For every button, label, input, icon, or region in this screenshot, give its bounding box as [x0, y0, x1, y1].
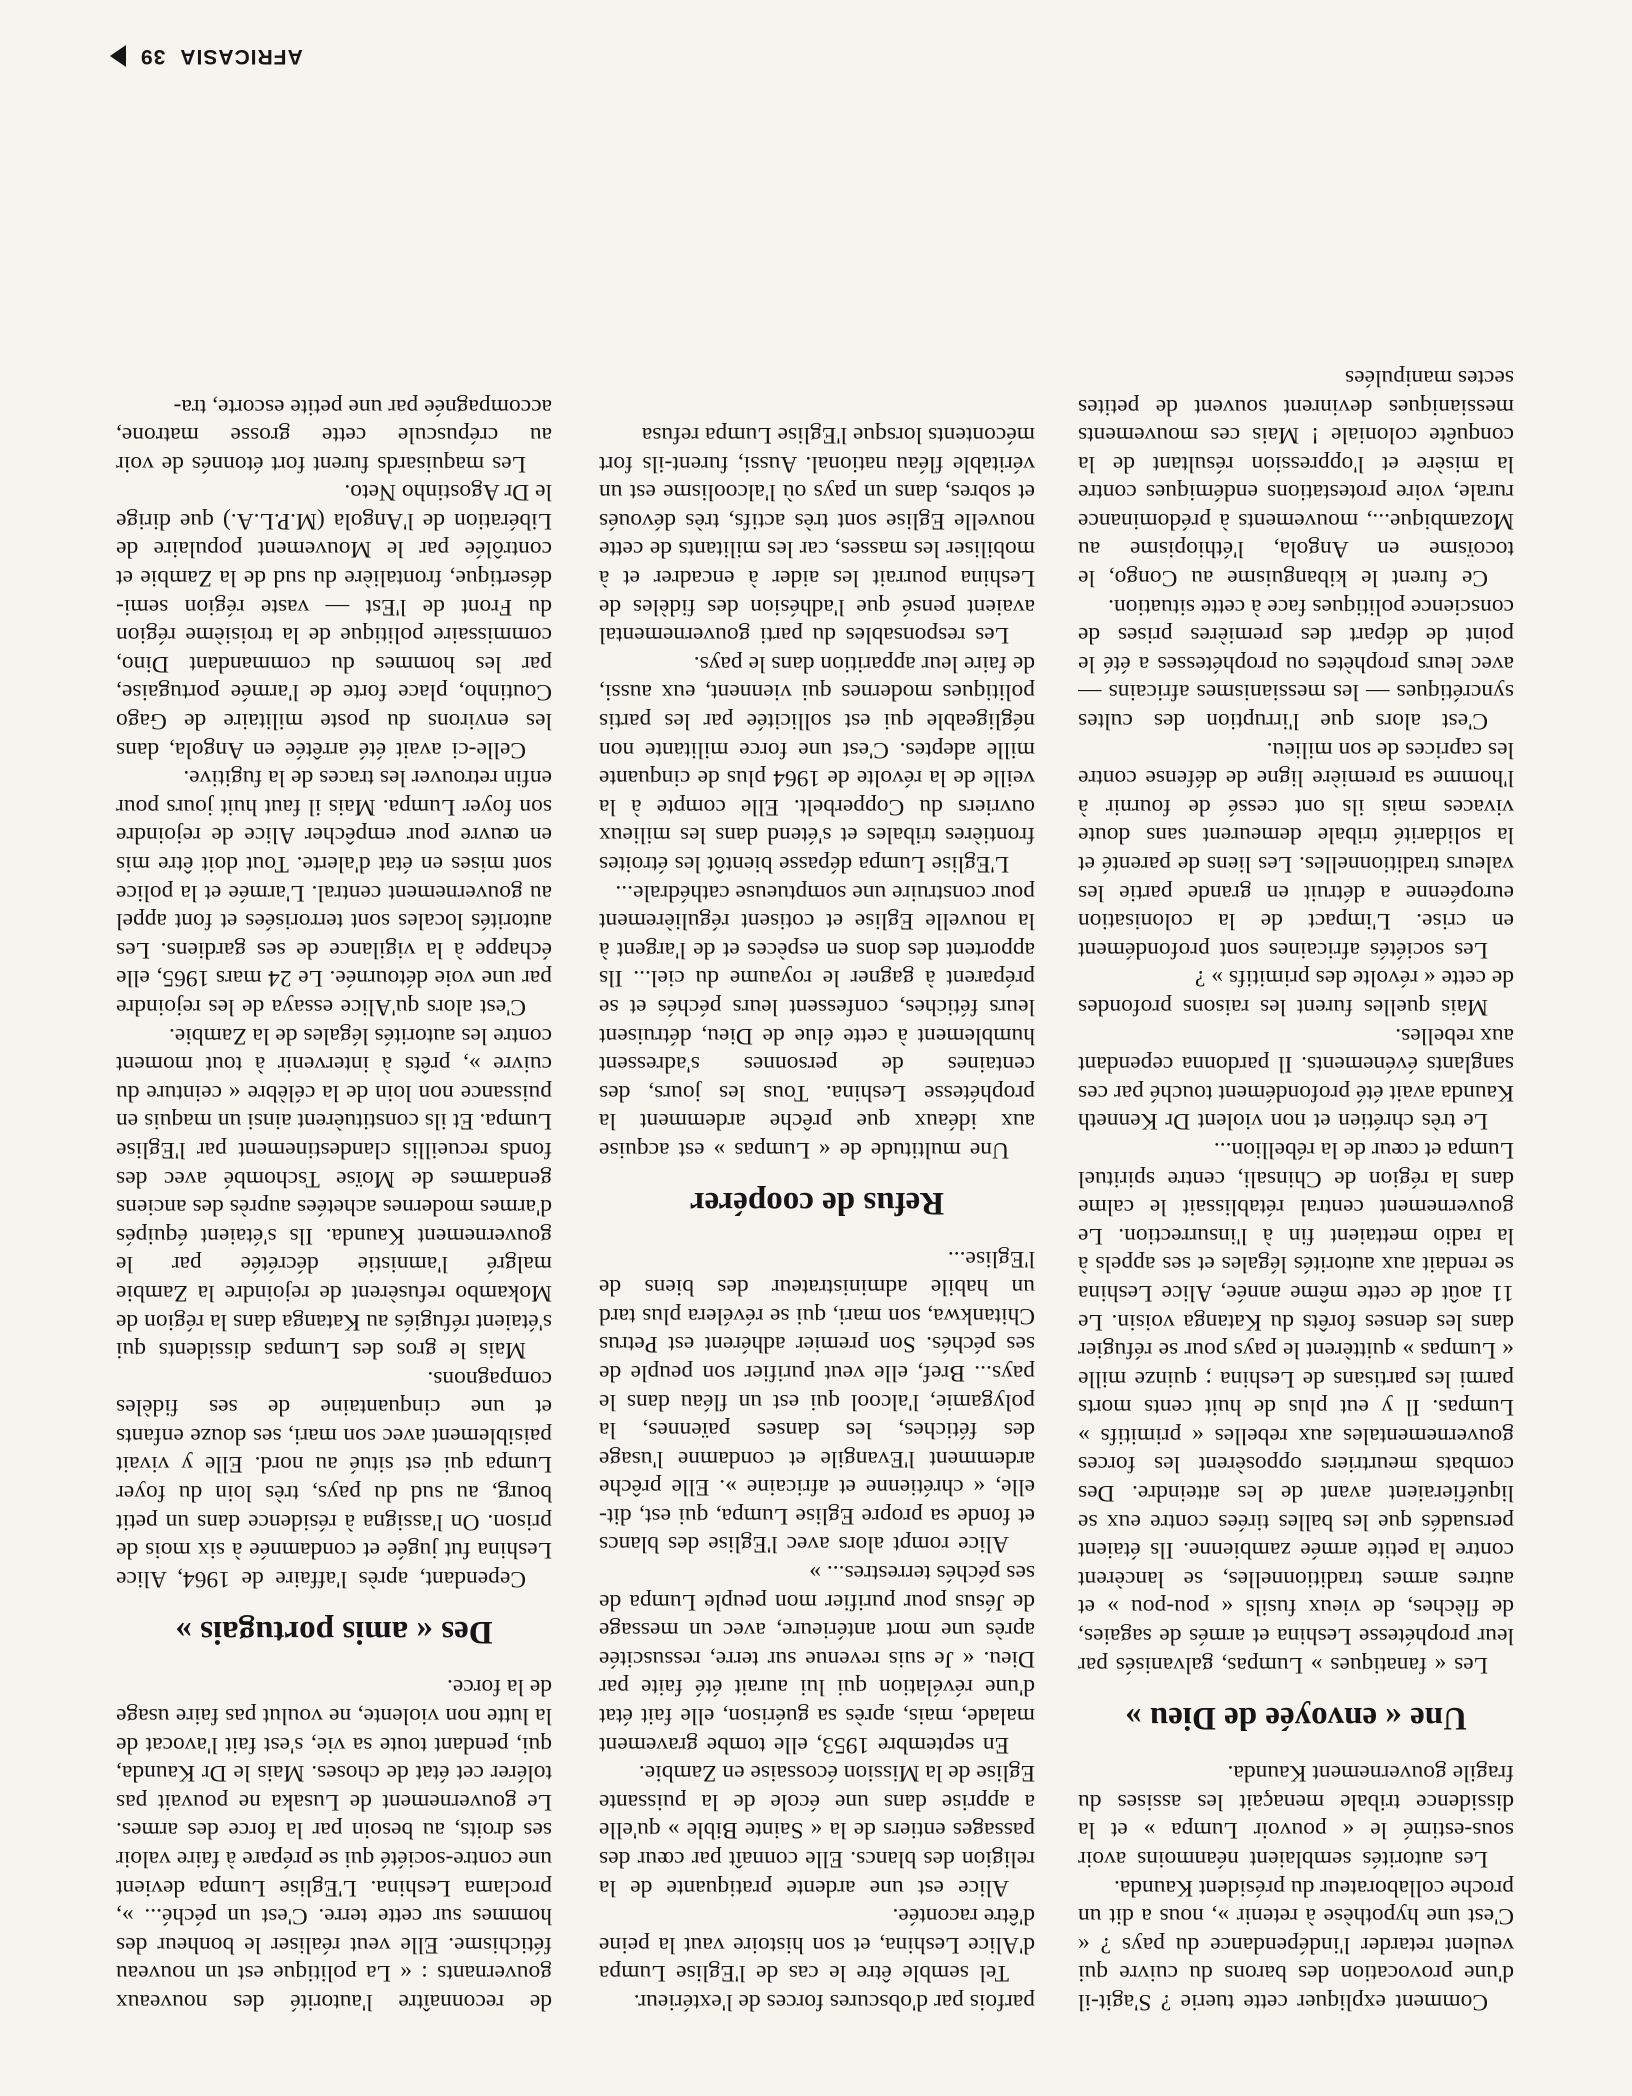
section-heading: Une « envoyée de Dieu » — [1125, 1699, 1467, 1736]
paragraph: Comment expliquer cette tuerie ? S'agit-il d'une provocation des barons du cuivre qui veulent retarder l'indépendance du pays ? « C'est une hypothèse à retenir », nous a dit un proche collaborateur du président Kaunda. — [1078, 1874, 1514, 2015]
paragraph: C'est alors que l'irruption des cultes syncrétiques — les messianismes africains — avec leurs prophètes ou prophétesses a été le point de départ des premières prises de conscience politiques face à cette situation. — [1078, 593, 1514, 735]
paragraph: Alice est une ardente pratiquante de la religion des blancs. Elle connaît par cœur des passages entiers de la « Sainte Bible » qu'elle a apprise dans une école de la puissante Eglise de la Mission écossaise en Zambie. — [599, 1760, 1035, 1901]
paragraph: En septembre 1953, elle tombe gravement malade, mais, après sa guérison, elle fait état d'une révélation qui lui aurait été faite par Dieu. « Je suis revenue sur terre, ressuscitée après une mort antérieure, avec un message de Jésus pour purifier mon peuple Lumpa de ses péchés terrestres... » — [599, 1560, 1035, 1758]
column-2 — [599, 96, 1035, 2016]
section-heading: Refus de coopérer — [689, 1184, 945, 1221]
paragraph: Mais quelles furent les raisons profondes de cette « révolte des primitifs » ? — [1078, 965, 1514, 1020]
paragraph: Les autorités semblaient néanmoins avoir sous-estimé le « pouvoir Lumpa » et la dissidence tribale menaçait les assises du fragile gouvernement Kaunda. — [1078, 1760, 1514, 1873]
paragraph: Cependant, après l'affaire de 1964, Alice Leshina fut jugée et condamnée à six mois de prison. On l'assigna à résidence dans un petit bourg, au sud du pays, très loin du foyer Lumpa qui est situé au nord. Elle y vivait paisiblement avec son mari, ses douze enfants et une cinquantaine de ses fidèles compagnons. — [116, 1365, 552, 1592]
paragraph: Les responsables du parti gouvernemental avaient pensé que l'adhésion des fidèles de Leshina pourrait les aider à encadrer et à mobiliser les masses, car les militants de cette nouvelle Eglise sont très actifs, très dévoués et sobres, dans un pays où l'alcoolisme est un véritable fléau national. Aussi, furent-ils fort mécontents lorsque l'Eglise Lumpa refusa — [599, 422, 1035, 649]
paragraph: Le très chrétien et non violent Dr Kenneth Kaunda avait été profondément touché par ces sanglants événements. Il pardonna cependant aux rebelles. — [1078, 1022, 1514, 1135]
paragraph: Tel semble être le cas de l'Eglise Lumpa d'Alice Leshina, et son histoire vaut la peine d'être racontée. — [599, 1903, 1035, 1987]
paragraph: Celle-ci avait été arrêtée en Angola, dans les environs du poste militaire de Gago Coutinho, place forte de l'armée portugaise, par les hommes du commandant Dino, commissaire politique de la troisième région du Front de l'Est — vaste région semi-désertique, frontalière du sud de la Zambie et contrôlée par le Mouvement populaire de Libération de l'Angola (M.P.L.A.) que dirige le Dr Agostinho Neto. — [116, 479, 552, 763]
paragraph: Ce furent le kibanguisme au Congo, le tocoïsme en Angola, l'éthiopisme au Mozambique..., mouvements à prédominance rurale, voire protestations endémiques contre la misère et l'oppression résultant de la conquête coloniale ! Mais ces mouvements messianiques devinrent souvent de petites sectes manipulées — [1078, 364, 1514, 592]
paragraph: de reconnaître l'autorité des nouveaux gouvernants : « La politique est un nouveau fétichisme. Elle veut réaliser le bonheur des hommes sur cette terre. C'est un péché... », proclama Leshina. L'Eglise Lumpa devient une contre-société qui se prépare à faire valoir ses droits, au besoin par la force des armes. Le gouvernement de Lusaka ne pouvait pas tolérer cet état de choses. Mais le Dr Kaunda, qui, pendant toute sa vie, s'est fait l'avocat de la lutte non violente, ne voulut pas faire usage de la force. — [116, 1674, 552, 2015]
triangle-marker-icon — [110, 45, 126, 67]
paragraph: Mais le gros des Lumpas dissidents qui s'étaient réfugiés au Katanga dans la région de Mokambo refusèrent de rejoindre la Zambie malgré l'amnistie décrétée par le gouvernement Kaunda. Ils s'étaient équipés d'armes modernes achetées auprès des anciens gendarmes de Moïse Tschombé avec des fonds recueillis clandestinement par l'Eglise Lumpa. Et ils constituèrent ainsi un maquis en puissance non loin de la célèbre « ceinture du cuivre », prêts à intervenir à tout moment contre les autorités légales de la Zambie. — [116, 1022, 552, 1364]
paragraph: parfois par d'obscures forces de l'extérieur. — [633, 1989, 1035, 2015]
paragraph: C'est alors qu'Alice essaya de les rejoindre par une voie détournée. Le 24 mars 1965, elle échappe à la vigilance de ses gardiens. Les autorités locales sont terrorisées et font appel au gouvernement central. L'armée et la police sont mises en état d'alerte. Tout doit être mis en œuvre pour empêcher Alice de rejoindre son foyer Lumpa. Mais il faut huit jours pour enfin retrouver les traces de la fugitive. — [116, 765, 552, 1020]
column-1 — [1078, 96, 1514, 2016]
paragraph: Les « fanatiques » Lumpas, galvanisés par leur prophétesse Leshina et armés de sagaies, de flèches, de vieux fusils « pou-pou » et autres armes traditionnelles, se lancèrent contre la petite armée zambienne. Ils étaient persuadés que les balles tirées contre eux se liquéfieraient avant de les atteindre. Des combats meurtriers opposèrent les forces gouvernementales aux rebelles « primitifs » Lumpas. Il y eut plus de huit cents morts parmi les partisans de Leshina ; quinze mille « Lumpas » quittèrent le pays pour se réfugier dans les denses forêts du Katanga voisin. Le 11 août de cette même année, Alice Leshina se rendait aux autorités légales et ses appels à la radio mettaient fin à l'insurrection. Le gouvernement central rétablissait le calme dans la région de Chinsali, centre spirituel Lumpa et cœur de la rébellion... — [1078, 1136, 1514, 1678]
magazine-name: AFRICASIA — [179, 45, 303, 68]
section-heading: Des « amis portugais » — [175, 1613, 493, 1650]
paragraph: Les sociétés africaines sont profondément en crise. L'impact de la colonisation européenne a détruit en grande partie les valeurs traditionnelles. Les liens de parenté et la solidarité tribale demeurent sans doute vivaces mais ils ont cessé de fournir à l'homme sa première ligne de défense contre les caprices de son milieu. — [1078, 736, 1514, 963]
paragraph: Alice rompt alors avec l'Eglise des blancs et fonde sa propre Eglise Lumpa, qui est, dit-elle, « chrétienne et africaine ». Elle prêche ardemment l'Evangile et condamne l'usage des fétiches, les danses païennes, la polygamie, l'alcool qui est un fléau dans le pays... Bref, elle veut purifier son peuple de ses péchés. Son premier adhérent est Petrus Chitankwa, son mari, qui se révélera plus tard un habile administrateur des biens de l'Eglise... — [599, 1245, 1035, 1558]
paragraph: Une multitude de « Lumpas » est acquise aux idéaux que prêche ardemment la prophétesse Leshina. Tous les jours, des centaines de personnes s'adressent humblement à cette élue de Dieu, détruisent leurs fétiches, confessent leurs péchés et se préparent à gagner le royaume du ciel... Ils apportent des dons en espèces et de l'argent à la nouvelle Eglise et cotisent régulièrement pour construire une somptueuse cathédrale... — [599, 879, 1035, 1163]
paragraph: L'Eglise Lumpa dépasse bientôt les étroites frontières tribales et s'étend dans les milieux ouvriers du Copperbelt. Elle compte à la veille de la révolte de 1964 plus de cinquante mille adeptes. C'est une force militante non négligeable qui est sollicitée par les partis politiques modernes qui viennent, eux aussi, de faire leur apparition dans le pays. — [599, 650, 1035, 878]
column-3 — [116, 96, 552, 2016]
paragraph: Les maquisards furent fort étonnés de voir au crépuscule cette grosse matrone, accompagnée par une petite escorte, tra- — [116, 393, 552, 477]
page-number: 39 — [140, 45, 166, 68]
page-folio — [110, 36, 1520, 76]
